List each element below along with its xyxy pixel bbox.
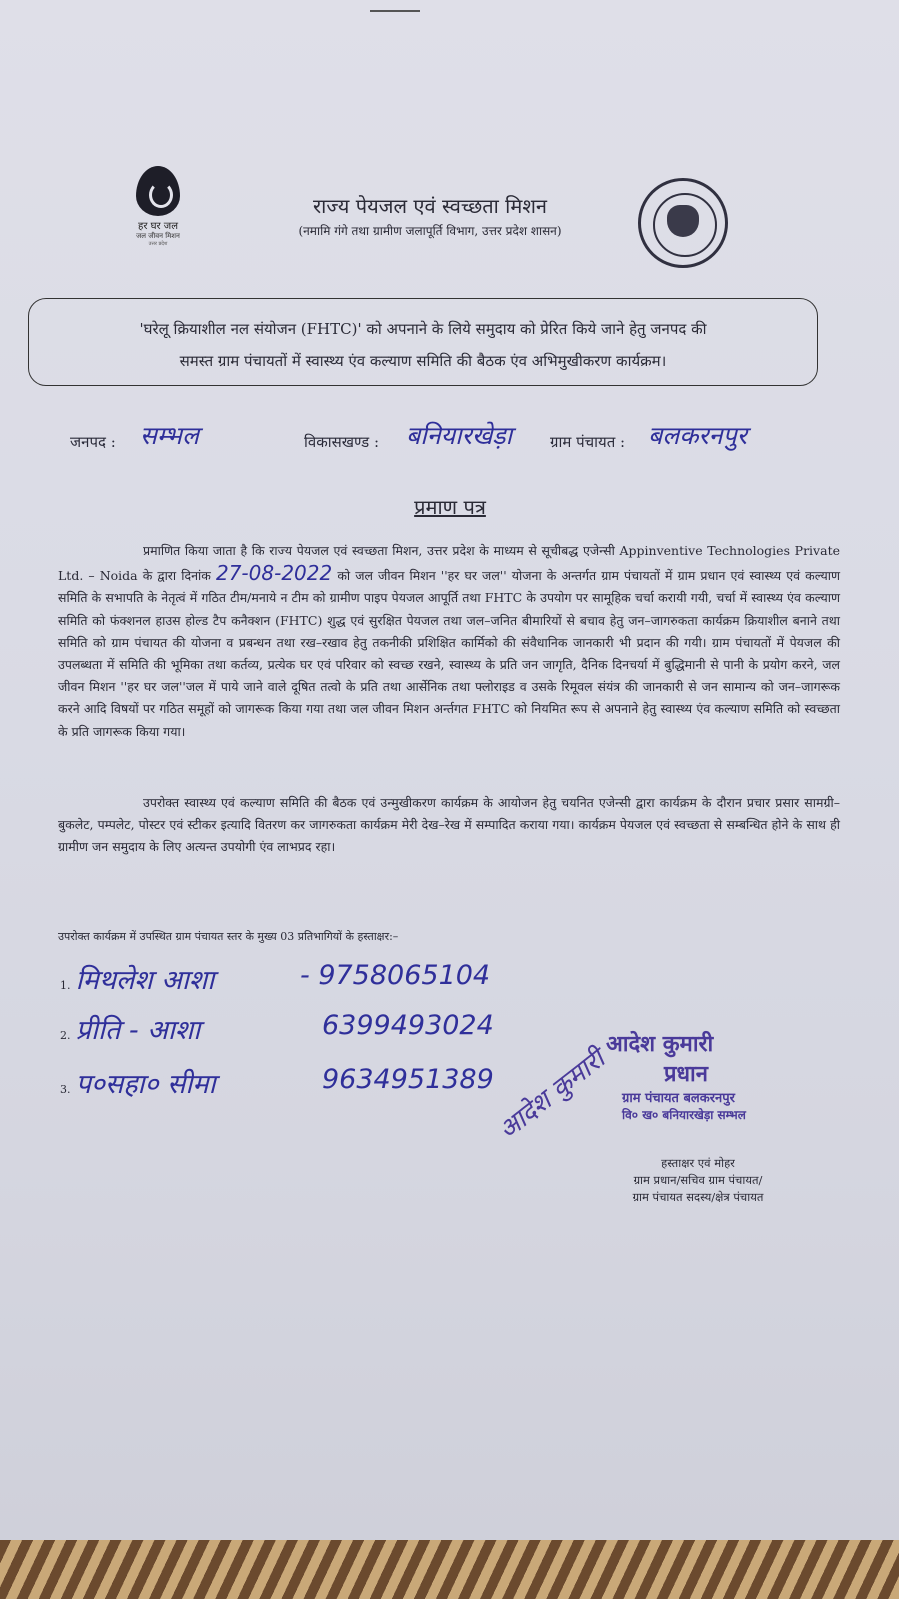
certificate-paragraph-1 [58,540,840,743]
gram-panchayat-label: ग्राम पंचायत : [550,433,626,451]
participant-name: मिथलेश आशा [75,965,215,996]
background-floor [0,1540,899,1599]
stamp-panchayat: ग्राम पंचायत बलकरनपुर [622,1091,735,1106]
heading-line1: 'घरेलू क्रियाशील नल संयोजन (FHTC)' को अपनाने के लिये समुदाय को प्रेरित किये जाने हेतु जनपद की [139,320,707,338]
participant-row [60,1010,494,1047]
participant-number: 1. [60,979,71,992]
stamp-block: वि० ख० बनियारखेड़ा सम्भल [622,1108,746,1122]
water-drop-icon [136,166,180,216]
participant-name: प्रीति - आशा [75,1015,201,1046]
participant-phone: - 9758065104 [300,960,491,991]
har-ghar-jal-logo [112,166,204,256]
participant-row [60,1064,494,1101]
para1-part-a: प्रमाणित किया जाता है कि राज्य पेयजल एवं स्वच्छता मिशन, उत्तर प्रदेश के माध्यम से सूचीबद्ध एजेन्सी Appinventive Technologies Private Ltd. – Noida के द्वारा दिनांक [58,543,840,584]
heading-line2: समस्त ग्राम पंचायतों में स्वास्थ्य एंव कल्याण समिति की बैठक एंव अभिमुखीकरण कार्यक्रम। [179,352,667,370]
logo-line2: जल जीवन मिशन [136,232,180,240]
program-date: 27-08-2022 [215,561,333,586]
logo-line3: उत्तर प्रदेश [148,241,168,247]
participant-phone: 9634951389 [322,1064,494,1095]
pradhan-signature: आदेश कुमारी [493,1044,611,1146]
logo-line1: हर घर जल [138,221,178,232]
signature-caption-line1: हस्ताक्षर एवं मोहर [661,1156,735,1170]
participant-phone: 6399493024 [322,1010,494,1041]
participant-name: प०सहा० सीमा [75,1069,216,1100]
participant-number: 2. [60,1029,71,1042]
gram-panchayat-value: बलकरनपुर [648,421,747,450]
signature-caption [578,1155,818,1206]
stamp-name: आदेश कुमारी [606,1032,714,1057]
certificate-title: प्रमाण पत्र [414,495,486,519]
pradhan-stamp [594,1028,854,1123]
vikaskhand-value: बनियारखेड़ा [406,421,513,450]
mission-subtitle: (नमामि गंगे तथा ग्रामीण जलापूर्ति विभाग, उत्तर प्रदेश शासन) [298,224,562,238]
participant-number: 3. [60,1083,71,1096]
top-mark [370,10,420,12]
para1-part-b: को जल जीवन मिशन ''हर घर जल'' योजना के अन्तर्गत ग्राम पंचायतों में ग्राम प्रधान एवं स्वास्थ्य एवं कल्याण समिति के सभापति के नेतृत्वं में गठित टीम/मनाये न टीम को ग्रामीण पाइप पेयजल आपूर्ति तथा FHTC के उपयोग पर सामूहिक चर्चा करायी गयी, चर्चा में स्वास्थ्य एंव कल्याण समिति को फंक्शनल हाउस होल्ड टैप कनैक्शन (FHTC) शुद्ध एवं सुरक्षित पेयजल तथा जल–जनित बीमारियों से बचाव हेतु जन–जागरुकता कार्यक्रम क्रियाशील बनाने तथा समिति को ग्राम पंचायत की योजना व प्रबन्धन तथा रख–रखाव हेतु तकनीकी प्रशिक्षित कार्मिको की संवैधानिक जानकारी भी प्रदान की गयी। ग्राम पंचायतों में पेयजल की उपलब्धता में समिति की भूमिका तथा कर्तव्य, प्रत्येक घर एवं परिवार को स्वच्छ रखने, स्वास्थ्य के प्रति जन जागृति, दैनिक दिनचर्या में बुद्धिमानी से पानी के प्रयोग करने, जल जीवन मिशन ''हर घर जल''जल में पाये जाने वाले दूषित तत्वो के प्रति तथा आर्सेनिक तथा फ्लोराइड व उसके रिमूवल संयंत्र की जानकारी से जन सामान्य को जन–जागरूक करने आदि विषयों पर गठित समूहों को जागरूक किया गया तथा जल जीवन मिशन अर्न्तगत FHTC को नियमित रूप से अपनाने हेतु स्वास्थ्य एंव कल्याण समिति को स्वच्छता के प्रति जागरूक किया गया। [58,568,841,739]
janpad-value: सम्भल [140,421,199,450]
mission-title: राज्य पेयजल एवं स्वच्छता मिशन [312,194,548,218]
signature-caption-line2: ग्राम प्रधान/सचिव ग्राम पंचायत/ [633,1173,763,1187]
janpad-label: जनपद : [70,433,116,451]
up-government-seal-icon [638,178,728,268]
attendance-intro: उपरोक्त कार्यक्रम में उपस्थित ग्राम पंचायत स्तर के मुख्य 03 प्रतिभागियों के हस्ताक्षर:– [58,930,399,943]
seal-emblem-icon [667,205,699,237]
program-heading-box [28,298,818,386]
stamp-designation: प्रधान [664,1062,708,1087]
signature-caption-line3: ग्राम पंचायत सदस्य/क्षेत्र पंचायत [632,1190,764,1204]
participant-row [60,960,491,997]
vikaskhand-label: विकासखण्ड : [304,433,380,451]
certificate-paragraph-2: उपरोक्त स्वास्थ्य एवं कल्याण समिति की बैठक एवं उन्मुखीकरण कार्यक्रम के आयोजन हेतु चयनित एजेन्सी द्वारा कार्यक्रम के दौरान प्रचार प्रसार सामग्री–बुकलेट, पम्पलेट, पोस्टर एवं स्टीकर इत्यादि वितरण कर जागरुकता कार्यक्रम मेरी देख–रेख में सम्पादित कराया गया। कार्यक्रम पेयजल एवं स्वच्छता से सम्बन्धित होने के साथ ही ग्रामीण जन समुदाय के लिए अत्यन्त उपयोगी एंव लाभप्रद रहा। [58,795,840,855]
